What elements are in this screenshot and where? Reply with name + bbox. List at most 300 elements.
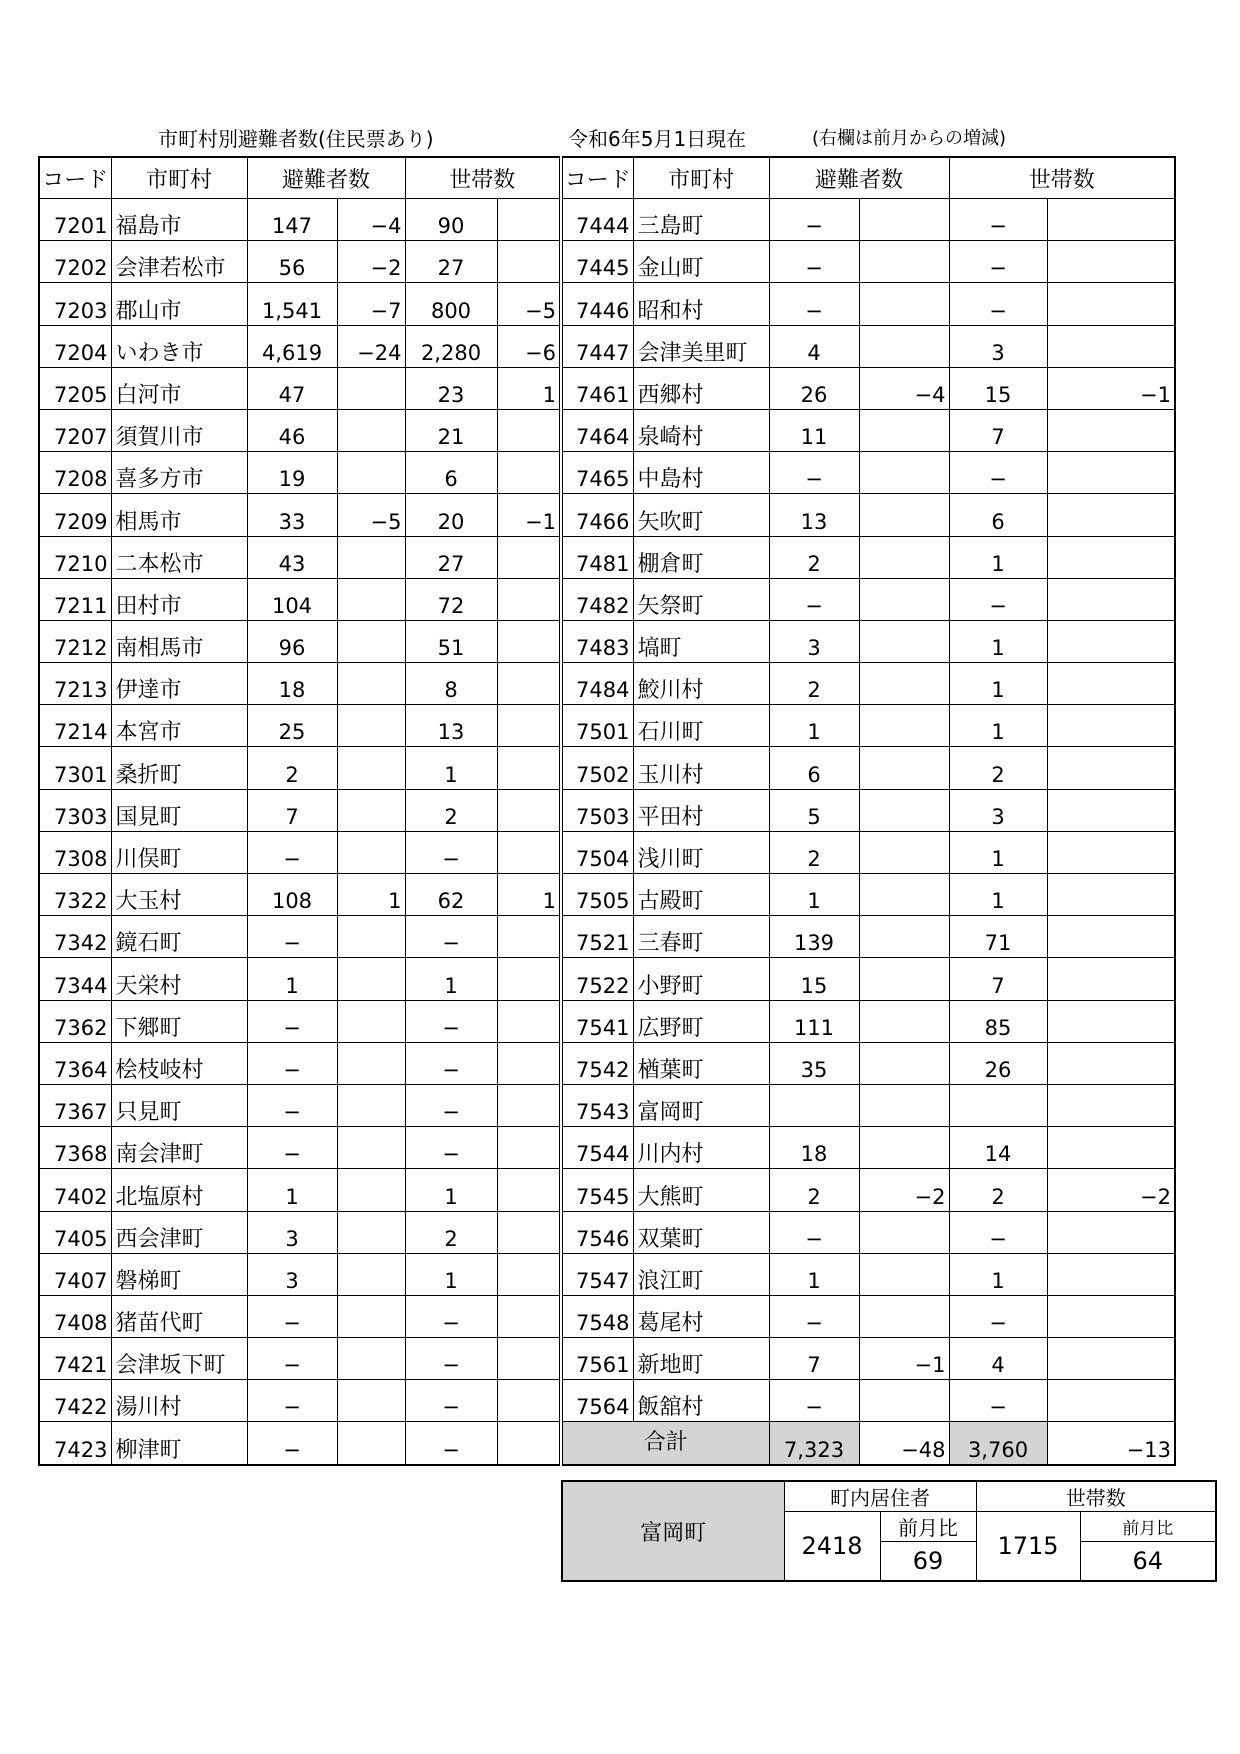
household-change xyxy=(497,1338,561,1380)
household-count: 2 xyxy=(949,747,1047,789)
household-change xyxy=(1047,1338,1175,1380)
table-row xyxy=(39,241,1175,283)
evacuee-count: − xyxy=(247,1422,337,1465)
evacuee-count: 139 xyxy=(769,916,859,958)
total-label: 合計 xyxy=(561,1422,769,1465)
household-count: 1 xyxy=(949,663,1047,705)
household-change xyxy=(1047,409,1175,451)
evacuee-count: − xyxy=(769,1295,859,1337)
household-change xyxy=(497,663,561,705)
municipality-code: 7503 xyxy=(561,789,633,831)
evacuee-change xyxy=(337,536,405,578)
household-change xyxy=(497,1422,561,1465)
table-row xyxy=(39,789,1175,831)
household-change xyxy=(1047,705,1175,747)
municipality-code: 7541 xyxy=(561,1000,633,1042)
municipality-code: 7204 xyxy=(39,325,111,367)
household-change xyxy=(1047,325,1175,367)
table-row xyxy=(39,1084,1175,1126)
household-count: 2,280 xyxy=(405,325,497,367)
municipality-code: 7484 xyxy=(561,663,633,705)
household-change xyxy=(1047,452,1175,494)
household-count: 4 xyxy=(949,1338,1047,1380)
municipality-code: 7544 xyxy=(561,1127,633,1169)
household-count: 1 xyxy=(405,747,497,789)
evacuee-change xyxy=(337,958,405,1000)
evacuee-change xyxy=(859,283,949,325)
municipality-code: 7564 xyxy=(561,1380,633,1422)
evacuee-count: 43 xyxy=(247,536,337,578)
municipality-name: 相馬市 xyxy=(111,494,247,536)
evacuee-change: −2 xyxy=(859,1169,949,1211)
evacuee-change xyxy=(337,916,405,958)
municipality-name: 矢祭町 xyxy=(633,578,769,620)
page-title: 市町村別避難者数(住民票あり) xyxy=(158,127,434,151)
evacuee-change: −5 xyxy=(337,494,405,536)
household-change: −2 xyxy=(1047,1169,1175,1211)
municipality-code: 7422 xyxy=(39,1380,111,1422)
household-count: 3 xyxy=(949,325,1047,367)
household-count: 14 xyxy=(949,1127,1047,1169)
municipality-code: 7212 xyxy=(39,620,111,662)
evacuee-change xyxy=(859,1042,949,1084)
household-change xyxy=(497,241,561,283)
evacuee-count: 4,619 xyxy=(247,325,337,367)
households-change-label: 前月比 xyxy=(1080,1512,1216,1542)
municipality-name: 三島町 xyxy=(633,199,769,241)
evacuee-change xyxy=(859,1295,949,1337)
table-row xyxy=(39,747,1175,789)
table-row xyxy=(39,1422,1175,1465)
evacuee-count: 4 xyxy=(769,325,859,367)
household-change xyxy=(1047,1127,1175,1169)
municipality-name: 西郷村 xyxy=(633,367,769,409)
municipality-name: 会津美里町 xyxy=(633,325,769,367)
household-change xyxy=(1047,1295,1175,1337)
table-row xyxy=(39,874,1175,916)
evacuee-count: − xyxy=(769,578,859,620)
household-count: 13 xyxy=(405,705,497,747)
municipality-code: 7444 xyxy=(561,199,633,241)
municipality-name: 石川町 xyxy=(633,705,769,747)
table-row xyxy=(39,409,1175,451)
table-row xyxy=(39,1000,1175,1042)
evacuee-count: 1 xyxy=(247,1169,337,1211)
evacuee-count: 25 xyxy=(247,705,337,747)
evacuee-change: −4 xyxy=(859,367,949,409)
evacuee-change xyxy=(859,494,949,536)
municipality-name: 双葉町 xyxy=(633,1211,769,1253)
municipality-name: 郡山市 xyxy=(111,283,247,325)
municipality-code: 7214 xyxy=(39,705,111,747)
household-count: − xyxy=(949,578,1047,620)
household-change xyxy=(497,1380,561,1422)
municipality-code: 7447 xyxy=(561,325,633,367)
municipality-code: 7201 xyxy=(39,199,111,241)
evacuee-count: 5 xyxy=(769,789,859,831)
municipality-code: 7461 xyxy=(561,367,633,409)
evacuee-change xyxy=(859,916,949,958)
table-row xyxy=(39,367,1175,409)
household-change xyxy=(1047,283,1175,325)
evacuee-count: 2 xyxy=(769,536,859,578)
evacuee-count: 3 xyxy=(247,1253,337,1295)
household-count: − xyxy=(405,1127,497,1169)
municipality-name: 二本松市 xyxy=(111,536,247,578)
municipality-code: 7205 xyxy=(39,367,111,409)
municipality-code: 7362 xyxy=(39,1000,111,1042)
evacuee-count: − xyxy=(247,1380,337,1422)
evacuee-change xyxy=(859,874,949,916)
household-count: 3 xyxy=(949,789,1047,831)
residents-change-label: 前月比 xyxy=(880,1512,976,1542)
evacuee-change xyxy=(337,1000,405,1042)
evacuee-count: 33 xyxy=(247,494,337,536)
tomioka-residents-table xyxy=(561,1480,1217,1582)
evacuee-change xyxy=(859,705,949,747)
total-households-change: −13 xyxy=(1047,1422,1175,1465)
evacuee-change: −7 xyxy=(337,283,405,325)
household-count: 15 xyxy=(949,367,1047,409)
evacuee-change xyxy=(859,1084,949,1126)
residents-change-value: 69 xyxy=(880,1542,976,1582)
table-row xyxy=(39,1338,1175,1380)
municipality-name: 会津坂下町 xyxy=(111,1338,247,1380)
municipality-code: 7502 xyxy=(561,747,633,789)
municipality-name: 鮫川村 xyxy=(633,663,769,705)
household-change xyxy=(497,1084,561,1126)
household-change: −5 xyxy=(497,283,561,325)
evacuee-count: − xyxy=(247,1127,337,1169)
evacuee-change xyxy=(859,452,949,494)
households-value: 1715 xyxy=(976,1512,1080,1582)
evacuee-count: 108 xyxy=(247,874,337,916)
household-count: 1 xyxy=(949,620,1047,662)
municipality-code: 7561 xyxy=(561,1338,633,1380)
evacuee-change xyxy=(859,409,949,451)
household-count: 27 xyxy=(405,536,497,578)
municipality-name: 三春町 xyxy=(633,916,769,958)
household-count: 1 xyxy=(949,1253,1047,1295)
household-count: 1 xyxy=(949,536,1047,578)
municipality-name: 平田村 xyxy=(633,789,769,831)
evacuee-change xyxy=(859,958,949,1000)
evacuee-change xyxy=(337,367,405,409)
evacuee-change xyxy=(337,1380,405,1422)
household-change: 1 xyxy=(497,367,561,409)
household-count: 85 xyxy=(949,1000,1047,1042)
household-count: 26 xyxy=(949,1042,1047,1084)
evacuee-count: 3 xyxy=(769,620,859,662)
municipality-code: 7481 xyxy=(561,536,633,578)
municipality-code: 7483 xyxy=(561,620,633,662)
municipality-name: 下郷町 xyxy=(111,1000,247,1042)
household-count: 1 xyxy=(949,705,1047,747)
table-row xyxy=(39,1295,1175,1337)
evacuee-count: 46 xyxy=(247,409,337,451)
evacuee-count: 96 xyxy=(247,620,337,662)
household-count: 21 xyxy=(405,409,497,451)
household-change: −6 xyxy=(497,325,561,367)
evacuee-count: − xyxy=(769,283,859,325)
municipality-code: 7203 xyxy=(39,283,111,325)
household-change xyxy=(1047,747,1175,789)
evacuee-change: −4 xyxy=(337,199,405,241)
municipality-code: 7210 xyxy=(39,536,111,578)
household-change xyxy=(497,409,561,451)
household-count: 2 xyxy=(405,1211,497,1253)
evacuee-count: − xyxy=(769,452,859,494)
household-count: 1 xyxy=(405,1253,497,1295)
evacuee-count: 15 xyxy=(769,958,859,1000)
municipality-name: 大玉村 xyxy=(111,874,247,916)
evacuee-change xyxy=(337,578,405,620)
municipality-name: 浪江町 xyxy=(633,1253,769,1295)
evacuee-change xyxy=(859,199,949,241)
evacuee-count: − xyxy=(247,1000,337,1042)
municipality-code: 7368 xyxy=(39,1127,111,1169)
household-count: − xyxy=(405,1422,497,1465)
household-count: 7 xyxy=(949,409,1047,451)
as-of-date: 令和6年5月1日現在 xyxy=(568,127,747,151)
municipality-name: 南相馬市 xyxy=(111,620,247,662)
household-change xyxy=(1047,958,1175,1000)
household-change xyxy=(1047,916,1175,958)
header-evacuees: 避難者数 xyxy=(769,157,949,199)
household-count: − xyxy=(949,1295,1047,1337)
municipality-code: 7402 xyxy=(39,1169,111,1211)
evacuee-change xyxy=(859,578,949,620)
table-row xyxy=(39,1211,1175,1253)
household-count: − xyxy=(405,1084,497,1126)
evacuee-count: 2 xyxy=(769,831,859,873)
evacuee-change xyxy=(859,663,949,705)
evacuee-change xyxy=(859,1000,949,1042)
household-count: 7 xyxy=(949,958,1047,1000)
municipality-code: 7308 xyxy=(39,831,111,873)
table-row xyxy=(39,705,1175,747)
table-row xyxy=(39,283,1175,325)
table-row xyxy=(39,1127,1175,1169)
municipality-code: 7482 xyxy=(561,578,633,620)
evacuee-change xyxy=(337,705,405,747)
municipality-code: 7548 xyxy=(561,1295,633,1337)
municipality-code: 7208 xyxy=(39,452,111,494)
household-change xyxy=(497,1295,561,1337)
evacuee-count: 104 xyxy=(247,578,337,620)
evacuee-change xyxy=(337,747,405,789)
evacuee-change xyxy=(337,1042,405,1084)
household-count xyxy=(949,1084,1047,1126)
table-row xyxy=(39,831,1175,873)
evacuee-change: 1 xyxy=(337,874,405,916)
household-count: 20 xyxy=(405,494,497,536)
municipality-name: 古殿町 xyxy=(633,874,769,916)
household-count: 2 xyxy=(949,1169,1047,1211)
evacuee-change xyxy=(337,663,405,705)
household-count: − xyxy=(405,1042,497,1084)
municipality-code: 7367 xyxy=(39,1084,111,1126)
evacuee-count: − xyxy=(247,831,337,873)
evacuee-count: − xyxy=(247,1295,337,1337)
municipality-name: 伊達市 xyxy=(111,663,247,705)
municipality-code: 7445 xyxy=(561,241,633,283)
household-change xyxy=(1047,578,1175,620)
household-change: −1 xyxy=(497,494,561,536)
municipality-name: 金山町 xyxy=(633,241,769,283)
evacuee-count: 35 xyxy=(769,1042,859,1084)
evacuee-change xyxy=(337,831,405,873)
evacuee-change xyxy=(337,409,405,451)
municipality-code: 7465 xyxy=(561,452,633,494)
evacuee-count: 2 xyxy=(247,747,337,789)
evacuee-change xyxy=(859,325,949,367)
household-change xyxy=(497,789,561,831)
household-change: 1 xyxy=(497,874,561,916)
household-count: − xyxy=(949,199,1047,241)
table-row xyxy=(39,494,1175,536)
evacuee-change xyxy=(859,831,949,873)
evacuee-count: 56 xyxy=(247,241,337,283)
municipality-code: 7423 xyxy=(39,1422,111,1465)
municipality-name: 喜多方市 xyxy=(111,452,247,494)
evacuee-change: −24 xyxy=(337,325,405,367)
total-evacuees: 7,323 xyxy=(769,1422,859,1465)
table-row xyxy=(39,1253,1175,1295)
table-row xyxy=(39,536,1175,578)
evacuee-count: 1,541 xyxy=(247,283,337,325)
evacuee-count: 111 xyxy=(769,1000,859,1042)
household-change xyxy=(1047,1380,1175,1422)
municipality-code: 7342 xyxy=(39,916,111,958)
municipality-code: 7504 xyxy=(561,831,633,873)
household-count: 1 xyxy=(405,1169,497,1211)
municipality-name: 中島村 xyxy=(633,452,769,494)
evacuee-count: − xyxy=(769,1380,859,1422)
municipality-name: 昭和村 xyxy=(633,283,769,325)
header-households: 世帯数 xyxy=(405,157,561,199)
household-count: − xyxy=(949,241,1047,283)
municipality-code: 7364 xyxy=(39,1042,111,1084)
household-change xyxy=(1047,536,1175,578)
evacuee-count: − xyxy=(769,199,859,241)
evacuee-table xyxy=(38,156,1176,1466)
header-code: コード xyxy=(39,157,111,199)
household-count: − xyxy=(949,283,1047,325)
evacuee-count: 18 xyxy=(769,1127,859,1169)
evacuee-change xyxy=(337,1295,405,1337)
evacuee-change xyxy=(859,747,949,789)
municipality-name: 矢吹町 xyxy=(633,494,769,536)
municipality-name: 楢葉町 xyxy=(633,1042,769,1084)
municipality-name: 北塩原村 xyxy=(111,1169,247,1211)
household-count: 71 xyxy=(949,916,1047,958)
household-change xyxy=(497,1042,561,1084)
residents-value: 2418 xyxy=(784,1512,880,1582)
municipality-name: 柳津町 xyxy=(111,1422,247,1465)
municipality-code: 7303 xyxy=(39,789,111,831)
household-change xyxy=(497,1211,561,1253)
municipality-name: 国見町 xyxy=(111,789,247,831)
municipality-code: 7211 xyxy=(39,578,111,620)
evacuee-change xyxy=(859,1211,949,1253)
municipality-name: いわき市 xyxy=(111,325,247,367)
household-count: 27 xyxy=(405,241,497,283)
household-change xyxy=(497,536,561,578)
evacuee-count: 2 xyxy=(769,1169,859,1211)
evacuee-count: 13 xyxy=(769,494,859,536)
household-count: 800 xyxy=(405,283,497,325)
household-change xyxy=(497,452,561,494)
municipality-name: 富岡町 xyxy=(633,1084,769,1126)
municipality-code: 7542 xyxy=(561,1042,633,1084)
household-change xyxy=(497,578,561,620)
household-change xyxy=(497,705,561,747)
household-change xyxy=(497,1253,561,1295)
evacuee-change xyxy=(337,452,405,494)
municipality-code: 7466 xyxy=(561,494,633,536)
municipality-name: 玉川村 xyxy=(633,747,769,789)
evacuee-count: 7 xyxy=(769,1338,859,1380)
header-name: 市町村 xyxy=(633,157,769,199)
municipality-name: 会津若松市 xyxy=(111,241,247,283)
municipality-code: 7209 xyxy=(39,494,111,536)
evacuee-count: − xyxy=(769,241,859,283)
municipality-code: 7546 xyxy=(561,1211,633,1253)
evacuee-count xyxy=(769,1084,859,1126)
household-count: 72 xyxy=(405,578,497,620)
municipality-name: 小野町 xyxy=(633,958,769,1000)
municipality-code: 7446 xyxy=(561,283,633,325)
household-count: 51 xyxy=(405,620,497,662)
evacuee-change: −1 xyxy=(859,1338,949,1380)
evacuee-count: 7 xyxy=(247,789,337,831)
household-change xyxy=(1047,831,1175,873)
evacuee-count: 26 xyxy=(769,367,859,409)
municipality-name: 棚倉町 xyxy=(633,536,769,578)
household-change xyxy=(1047,874,1175,916)
municipality-name: 飯舘村 xyxy=(633,1380,769,1422)
evacuee-change xyxy=(337,1338,405,1380)
table-row xyxy=(39,620,1175,662)
evacuee-change xyxy=(859,241,949,283)
evacuee-change xyxy=(859,620,949,662)
residents-header: 町内居住者 xyxy=(784,1481,976,1512)
household-change xyxy=(497,831,561,873)
household-change xyxy=(497,620,561,662)
household-change xyxy=(497,1000,561,1042)
table-row xyxy=(39,578,1175,620)
municipality-name: 磐梯町 xyxy=(111,1253,247,1295)
household-count: 62 xyxy=(405,874,497,916)
municipality-name: 大熊町 xyxy=(633,1169,769,1211)
evacuee-count: 1 xyxy=(769,874,859,916)
municipality-name: 川俣町 xyxy=(111,831,247,873)
evacuee-change xyxy=(337,1127,405,1169)
municipality-code: 7301 xyxy=(39,747,111,789)
household-count: − xyxy=(949,452,1047,494)
household-change xyxy=(1047,1000,1175,1042)
municipality-code: 7405 xyxy=(39,1211,111,1253)
municipality-code: 7207 xyxy=(39,409,111,451)
household-change xyxy=(497,1169,561,1211)
households-change-value: 64 xyxy=(1080,1542,1216,1582)
household-change xyxy=(1047,241,1175,283)
municipality-name: 浅川町 xyxy=(633,831,769,873)
evacuee-change xyxy=(337,1211,405,1253)
table-row xyxy=(39,916,1175,958)
evacuee-change xyxy=(337,1169,405,1211)
